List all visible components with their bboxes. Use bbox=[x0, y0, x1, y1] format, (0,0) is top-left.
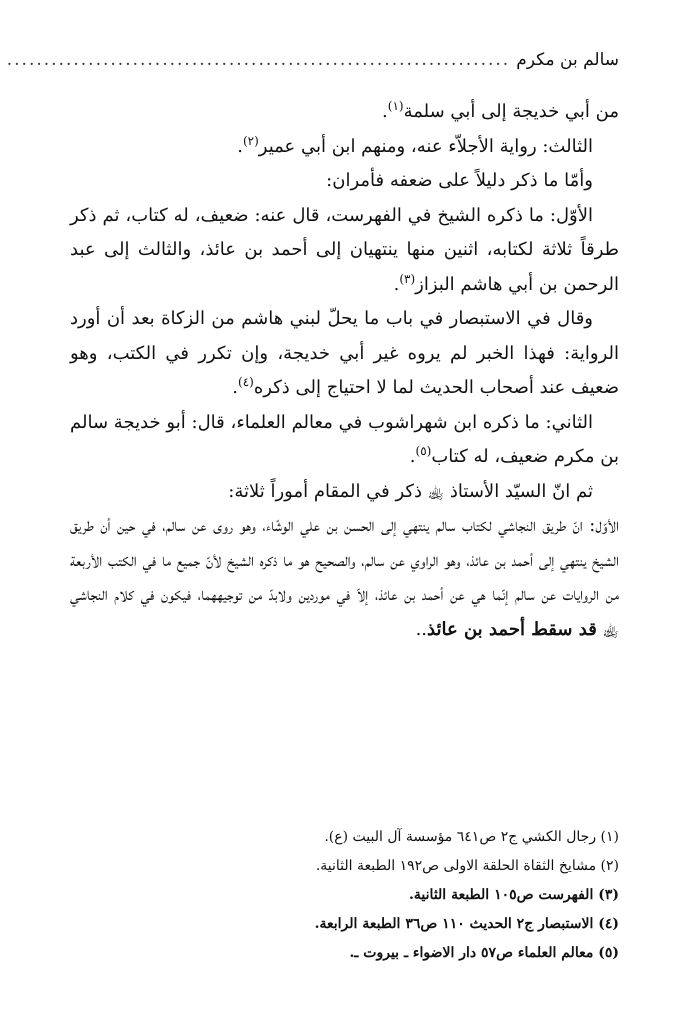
paragraph-text: ثم انّ السيّد الأستاذ ﵀ ذكر في المقام أموراً ثلاثة: bbox=[228, 480, 593, 502]
footnote-marker: (٣) bbox=[399, 271, 416, 286]
paragraph-8 bbox=[70, 509, 619, 647]
footnote-1: (١) رجال الكشي ج٢ ص٦٤١ مؤسسة آل البيت (ع). bbox=[324, 829, 619, 845]
footnote-marker: (٢) bbox=[242, 133, 259, 148]
footnote-5: (٥) معالم العلماء ص٥٧ دار الاضواء ـ بيروت ـ. bbox=[349, 945, 619, 961]
paragraph-end: . bbox=[409, 446, 416, 467]
footnote-2: (٢) مشايخ الثقاة الحلقة الاولى ص١٩٢ الطبعة الثانية. bbox=[315, 858, 619, 874]
paragraph-end: . bbox=[237, 135, 243, 157]
paragraph-7 bbox=[70, 475, 619, 510]
running-header-leader-dots: .................................................................... bbox=[6, 50, 511, 70]
running-header-title: سالم بن مكرم bbox=[516, 50, 619, 70]
footnote-marker: (١) bbox=[387, 99, 404, 113]
paragraph-text: وقال في الاستبصار في باب ما يحلّ لبني هاشم من الزكاة بعد أن أورد الرواية: فهذا الخبر لم يروه غير أبي خديجة، وإن تكرر في الكتب، وهو ضعيف عند أصحاب الحديث لما لا احتياج إلى ذكره bbox=[70, 308, 619, 398]
paragraph-text: من أبي خديجة إلى أبي سلمة bbox=[403, 101, 619, 122]
page-number bbox=[0, 50, 1, 70]
paragraph-end: . bbox=[393, 273, 400, 295]
footnotes bbox=[150, 823, 619, 968]
paragraph-4 bbox=[70, 199, 619, 303]
paragraph-1 bbox=[70, 95, 619, 130]
body-text bbox=[70, 95, 619, 647]
paragraph-text: الأوّل: ما ذكره الشيخ في الفهرست، قال عنه: ضعيف، له كتاب، ثم ذكر طرقاً ثلاثة لكتابه، اثنين منها ينتهيان إلى أحمد بن عائذ، والثالث إلى عبد الرحمن بن أبي هاشم البزاز bbox=[70, 204, 619, 295]
paragraph-end: . bbox=[232, 377, 238, 398]
paragraph-text: الثالث: رواية الأجلاّء عنه، ومنهم ابن أبي عمير bbox=[258, 135, 593, 157]
paragraph-3 bbox=[70, 164, 619, 199]
running-header bbox=[6, 44, 619, 76]
paragraph-end: . bbox=[382, 101, 388, 122]
paragraph-bold-text: قد سقط أحمد بن عائذ bbox=[427, 618, 597, 640]
paragraph-2 bbox=[70, 130, 619, 165]
paragraph-5 bbox=[70, 302, 619, 406]
footnote-3: (٣) الفهرست ص١٠٥ الطبعة الثانية. bbox=[409, 887, 619, 903]
paragraph-end: .. bbox=[415, 618, 428, 640]
footnote-marker: (٤) bbox=[238, 375, 254, 389]
paragraph-text: الأوّل: انّ طريق النجاشي لكتاب سالم ينتهي إلى الحسن بن علي الوشّاء، وهو روى عن سالم، في حين أن طريق الشيخ ينتهي إلى أحمد بن عائذ، وهو الراوي عن سالم، والصحيح هو ما ذكره الشيخ لأنّ جميع ما في الكتب الأربعة من الروايات عن سالم إنّما هي عن أحمد بن عائذ، إلاّ في موردين ولابدّ من توجيههما، فيكون في كلام النجاشي ﵀ bbox=[70, 515, 619, 640]
footnote-marker: (٥) bbox=[415, 444, 432, 458]
paragraph-text: وأمّا ما ذكر دليلاً على ضعفه فأمران: bbox=[326, 170, 593, 191]
paragraph-text: الثاني: ما ذكره ابن شهراشوب في معالم العلماء، قال: أبو خديجة سالم بن مكرم ضعيف، له كتاب bbox=[70, 411, 619, 467]
paragraph-6 bbox=[70, 406, 619, 475]
footnote-4: (٤) الاستبصار ج٢ الحديث ١١٠ ص٣٦ الطبعة الرابعة. bbox=[314, 916, 619, 932]
